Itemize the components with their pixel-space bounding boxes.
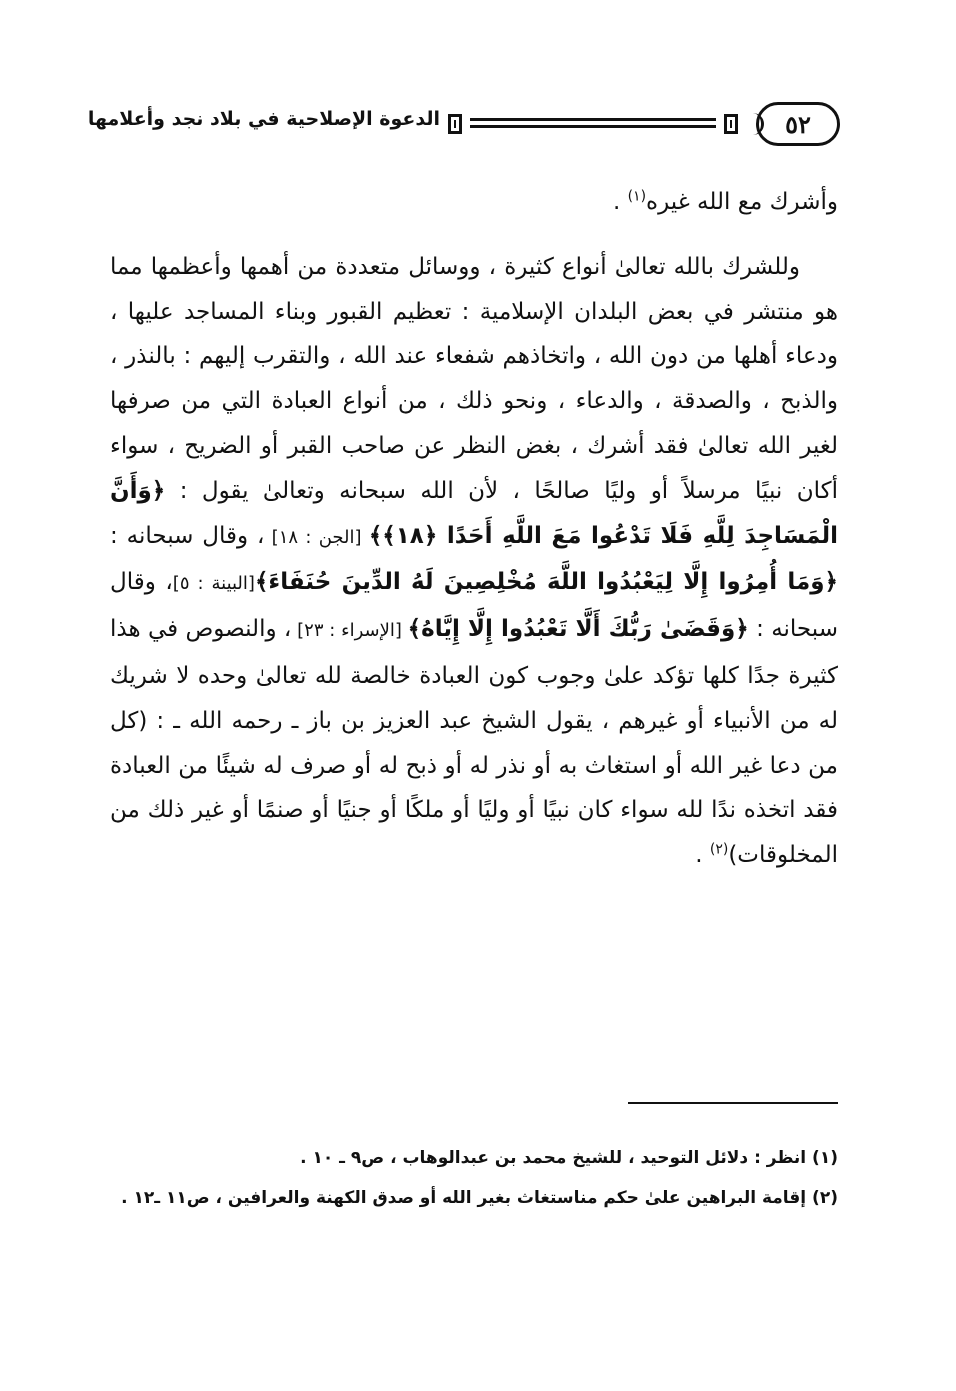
paragraph-2: وللشرك بالله تعالىٰ أنواع كثيرة ، ووسائل متعددة من أهمها وأعظمها مما هو منتشر في بعض البلدان الإسلامية : تعظيم القبور وبناء المساجد عليها ، ودعاء أهلها من دون الله ، واتخاذهم شفعاء عند الله ، والتقرب إليهم : بالنذر ، والذبح ، والصدقة ، والدعاء ، ونحو ذلك ، من أنواع العبادة التي من صرفها لغير الله تعالىٰ فقد أشرك ، بغض النظر عن صاحب القبر أو الضريح ، سواء أكان نبيًا مرسلاً أو وليًا صالحًا ، لأن الله سبحانه وتعالىٰ يقول : ﴿وَأَنَّ الْمَسَاجِدَ لِلَّهِ فَلَا تَدْعُوا مَعَ اللَّهِ أَحَدًا ﴿١٨﴾﴾ [الجن : ١٨] ، وقال سبحانه : ﴿وَمَا أُمِرُوا إِلَّا لِيَعْبُدُوا اللَّهَ مُخْلِصِينَ لَهُ الدِّينَ حُنَفَاءَ﴾[البينة : ٥]، وقال سبحانه : ﴿وَقَضَىٰ رَبُّكَ أَلَّا تَعْبُدُوا إِلَّا إِيَّاهُ﴾ [الإسراء : ٢٣] ، والنصوص في هذا كثيرة جدًا كلها تؤكد علىٰ وجوب كون العبادة خالصة لله تعالىٰ وحده لا شريك له من الأنبياء أو غيرهم ، يقول الشيخ عبد العزيز بن باز ـ رحمه الله ـ : (كل من دعا غير الله أو استغاث به أو نذر له أو ذبح له أو صرف له شيئًا من العبادة فقد اتخذه ندًا لله سواء كان نبيًا أو وليًا أو ملكًا أو جنيًا أو صنمًا أو غير ذلك من المخلوقات)$^{(٢)}$ . [110, 253, 838, 869]
quran-verse-1: ﴿وَأَنَّ الْمَسَاجِدَ لِلَّهِ فَلَا تَدْعُوا مَعَ اللَّهِ أَحَدًا ﴿١٨﴾﴾ [110, 477, 838, 549]
footnote-ref-2: (٢) [709, 841, 729, 858]
verse-ref-2: [البينة : ٥] [172, 573, 255, 595]
running-title: الدعوة الإصلاحية في بلاد نجد وأعلامها [87, 108, 440, 130]
verse-ref-3: [الإسراء : ٢٣] [291, 620, 408, 642]
paragraph-1: وأشرك مع الله غيره$^{(١)}$ . [612, 188, 838, 215]
page-number: ٥٢ [756, 102, 840, 146]
footnotes [110, 1138, 838, 1218]
footnote-1: (١) انظر : دلائل التوحيد ، للشيخ محمد بن عبدالوهاب ، ص٩ ـ ١٠ . [300, 1148, 838, 1168]
footnote-2: (٢) إقامة البراهين علىٰ حكم مناستغاث بغير الله أو صدق الكهنة والعرافين ، ص١١ ـ١٢ . [121, 1188, 838, 1208]
running-header [87, 96, 840, 160]
quran-verse-2: ﴿وَمَا أُمِرُوا إِلَّا لِيَعْبُدُوا اللَّهَ مُخْلِصِينَ لَهُ الدِّينَ حُنَفَاءَ﴾ [254, 569, 838, 596]
quran-verse-3: ﴿وَقَضَىٰ رَبُّكَ أَلَّا تَعْبُدُوا إِلَّا إِيَّاهُ﴾ [407, 616, 749, 643]
footnote-ref-1: (١) [627, 188, 647, 205]
body-text [110, 180, 838, 878]
verse-ref-1: [الجن : ١٨] [264, 526, 369, 548]
header-ornament-bar [448, 114, 738, 134]
footnote-divider [628, 1102, 838, 1104]
